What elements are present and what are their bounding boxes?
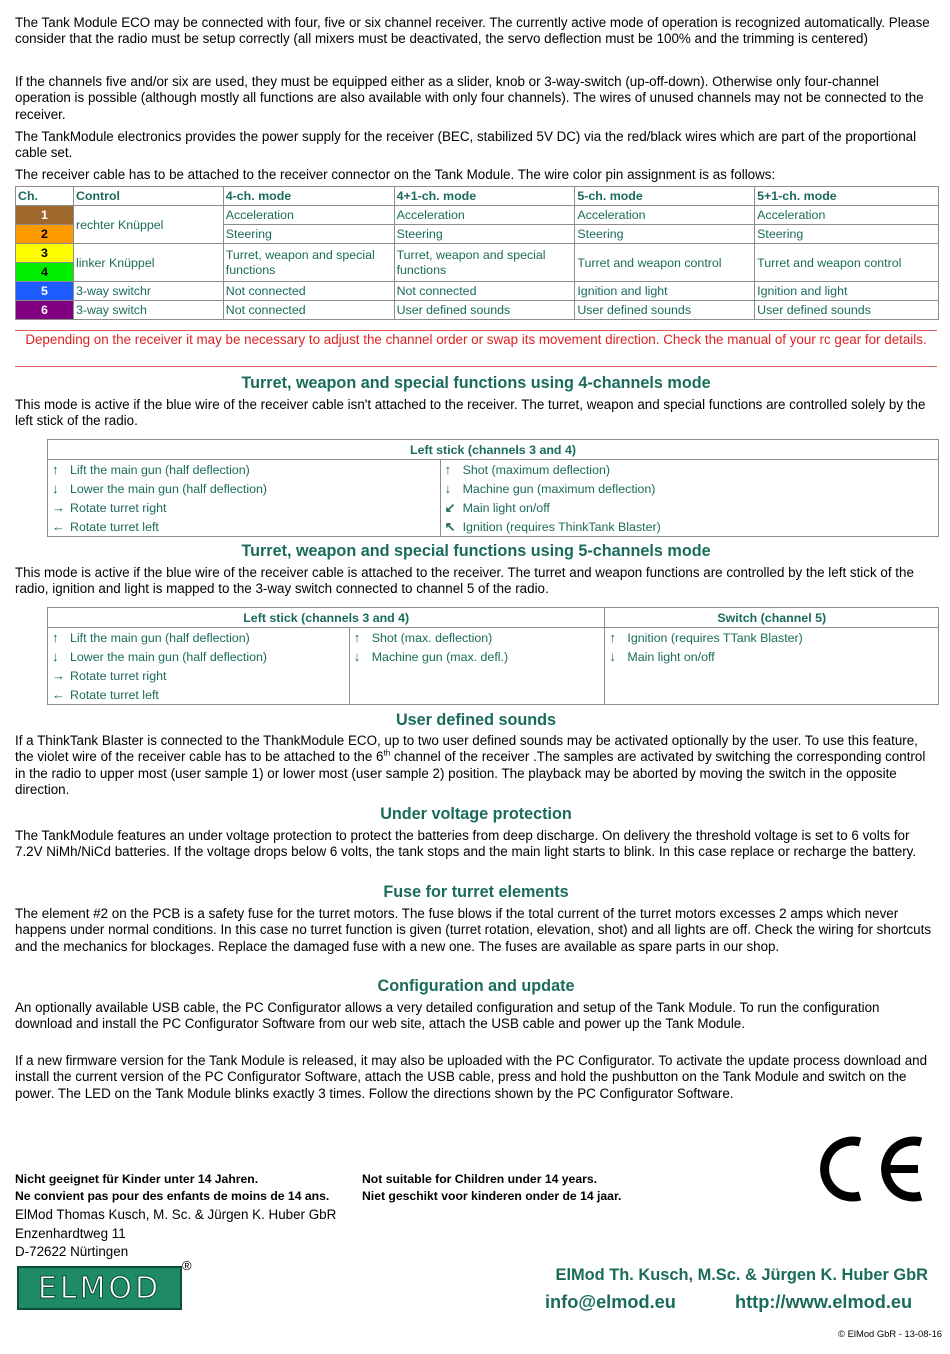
warning-en: Not suitable for Children under 14 years. xyxy=(362,1172,598,1186)
table-header-row xyxy=(16,187,939,206)
warning-de: Nicht geeignet für Kinder unter 14 Jahren. xyxy=(15,1172,259,1186)
section-text-uvp: The TankModule features an under voltage protection to protect the batteries from deep discharge. On delivery the threshold voltage is set to 6 volts for 7.2V NiMh/NiCd batteries. If the voltage drops below 6 volts, the tank stops and the main light starts to blink. In this case replace or recharge the battery. xyxy=(15,828,917,860)
cell: Steering xyxy=(223,225,394,244)
arrow-left-icon: ← xyxy=(52,519,65,534)
cell: Acceleration xyxy=(575,206,755,225)
intro-paragraph-3: The TankModule electronics provides the power supply for the receiver (BEC, stabilized 5V DC) via the red/black wires which are part of the proportional cable set. xyxy=(15,129,917,161)
arrow-up-icon: ↑ xyxy=(353,630,361,645)
cell: User defined sounds xyxy=(755,301,939,320)
arrow-right-icon: → xyxy=(52,668,65,683)
table-row xyxy=(16,206,939,225)
column-1 xyxy=(48,628,350,705)
section-title-5ch: Turret, weapon and special functions using 5-channels mode xyxy=(241,542,711,560)
registered-mark: ® xyxy=(182,1258,192,1273)
cell: Ignition and light xyxy=(755,282,939,301)
list-item xyxy=(445,517,934,536)
text-part: If a ThinkTank Blaster is connected to the ThankModule ECO, up to two user defined sounds may be activated optionally by the user. To use this feature, the violet wire of the receiver cable has to be attached to the 6 xyxy=(15,733,918,765)
item-label: Shot (maximum deflection) xyxy=(462,463,610,477)
table-header: Left stick (channels 3 and 4) xyxy=(48,440,939,460)
superscript: th xyxy=(383,748,391,758)
item-label: Shot (max. deflection) xyxy=(371,631,493,645)
item-label: Lift the main gun (half deflection) xyxy=(70,631,250,645)
function-table-4ch xyxy=(47,439,939,537)
list-item xyxy=(445,460,934,479)
arrow-up-icon: ↑ xyxy=(444,462,452,477)
pin-assignment-table xyxy=(15,186,939,320)
arrow-up-icon: ↑ xyxy=(52,630,59,645)
arrow-right-icon: → xyxy=(52,500,65,515)
arrow-down-left-icon: ↙ xyxy=(444,500,456,515)
section-text-4ch: This mode is active if the blue wire of the receiver cable isn't attached to the receiver. The turret, weapon and special functions are controlled solely by the left stick of the radio. xyxy=(15,397,926,429)
list-item xyxy=(354,647,601,666)
arrow-down-icon: ↓ xyxy=(52,481,59,496)
list-item xyxy=(445,498,934,517)
list-item xyxy=(52,479,436,498)
website-link[interactable]: http://www.elmod.eu xyxy=(735,1292,913,1312)
arrow-up-left-icon: ↖ xyxy=(444,519,456,534)
arrow-left-icon: ← xyxy=(52,687,65,702)
logo-text: ELMOD xyxy=(37,1270,162,1306)
intro-paragraph-1: The Tank Module ECO may be connected with four, five or six channel receiver. The currently active mode of operation is recognized automatically. Please consider that the radio must be setup correctly (all mixers must be deactivated, the servo deflection must be 100% and the trimming is centered) xyxy=(15,15,930,47)
section-title-4ch: Turret, weapon and special functions using 4-channels mode xyxy=(241,374,711,392)
item-label: Lower the main gun (half deflection) xyxy=(70,650,267,664)
list-item xyxy=(52,647,345,666)
address-block xyxy=(15,1206,336,1262)
cell: Turret, weapon and special functions xyxy=(394,244,575,282)
section-text-sounds xyxy=(15,733,937,798)
copyright-text: © ElMod GbR - 13-08-16 xyxy=(838,1328,942,1339)
wire-2: 2 xyxy=(16,225,74,244)
cell: Turret, weapon and special functions xyxy=(223,244,394,282)
arrow-down-icon: ↓ xyxy=(52,649,59,664)
wire-6: 6 xyxy=(16,301,74,320)
divider xyxy=(15,366,937,367)
ce-mark-icon xyxy=(810,1134,930,1204)
item-label: Ignition (requires TTank Blaster) xyxy=(627,631,803,645)
item-label: Ignition (requires ThinkTank Blaster) xyxy=(462,520,661,534)
elmod-logo xyxy=(17,1266,182,1310)
section-text-fuse: The element #2 on the PCB is a safety fuse for the turret motors. The fuse blows if the total current of the turret motors excesses 2 amps which never happens under normal conditions. In this case no turret function is given (turret rotation, elevation, shot) and all lights are off. Check the wiring for shortcuts and the mechanics for blockages. Replace the damaged fuse with a new one. The fuses are available as spare parts in our shop. xyxy=(15,906,932,954)
divider xyxy=(15,330,937,331)
cell: Acceleration xyxy=(755,206,939,225)
arrow-up-icon: ↑ xyxy=(52,462,59,477)
header-control: Control xyxy=(73,187,223,206)
section-text-5ch: This mode is active if the blue wire of the receiver cable is attached to the receiver. The turret and weapon functions are controlled by the left stick of the radio, ignition and light is mapped to the 3-way switch connected to channel 5 of the radio. xyxy=(15,565,914,597)
email-link[interactable]: info@elmod.eu xyxy=(545,1292,676,1312)
left-column xyxy=(48,460,441,537)
table-row xyxy=(16,301,939,320)
control-cell: linker Knüppel xyxy=(73,244,223,282)
cell: Not connected xyxy=(223,301,394,320)
function-table-5ch xyxy=(47,607,939,705)
cell: Turret and weapon control xyxy=(755,244,939,282)
table-row xyxy=(16,282,939,301)
column-2 xyxy=(349,628,605,705)
item-label: Rotate turret right xyxy=(70,501,167,515)
cell: Ignition and light xyxy=(575,282,755,301)
arrow-down-icon: ↓ xyxy=(353,649,361,664)
text-part: channel of the receiver .The samples are activated by switching the corresponding control in the radio to upper most (user sample 1) or lower most (user sample 2) position. The playback may be aborted by moving the switch in the opposite direction. xyxy=(15,749,926,797)
table-header-right: Switch (channel 5) xyxy=(605,608,939,628)
item-label: Rotate turret left xyxy=(70,520,159,534)
item-label: Main light on/off xyxy=(627,650,715,664)
section-title-sounds: User defined sounds xyxy=(395,711,557,729)
control-cell: rechter Knüppel xyxy=(73,206,223,244)
arrow-down-icon: ↓ xyxy=(609,649,616,664)
cell: User defined sounds xyxy=(575,301,755,320)
cell: User defined sounds xyxy=(394,301,575,320)
cell: Acceleration xyxy=(223,206,394,225)
wire-1: 1 xyxy=(16,206,74,225)
item-label: Machine gun (maximum deflection) xyxy=(462,482,656,496)
header-5plus1ch: 5+1-ch. mode xyxy=(755,187,939,206)
wire-4: 4 xyxy=(16,263,74,282)
control-cell: 3-way switchr xyxy=(73,282,223,301)
company-name: ElMod Th. Kusch, M.Sc. & Jürgen K. Huber GbR xyxy=(555,1266,928,1284)
cell: Acceleration xyxy=(394,206,575,225)
list-item xyxy=(52,460,436,479)
warning-nl: Niet geschikt voor kinderen onder de 14 jaar. xyxy=(362,1189,622,1203)
address-line: D-72622 Nürtingen xyxy=(15,1244,129,1259)
item-label: Main light on/off xyxy=(462,501,550,515)
list-item xyxy=(52,628,345,647)
header-4ch: 4-ch. mode xyxy=(223,187,394,206)
cell: Not connected xyxy=(223,282,394,301)
table-row xyxy=(16,244,939,263)
list-item xyxy=(52,666,345,685)
header-4plus1ch: 4+1-ch. mode xyxy=(394,187,575,206)
table-header-left: Left stick (channels 3 and 4) xyxy=(48,608,605,628)
list-item xyxy=(52,685,345,704)
wire-3: 3 xyxy=(16,244,74,263)
wire-5: 5 xyxy=(16,282,74,301)
column-3 xyxy=(605,628,939,705)
section-title-fuse: Fuse for turret elements xyxy=(383,883,569,901)
list-item xyxy=(609,647,934,666)
footer-warnings-right xyxy=(362,1171,621,1205)
section-text-config-2: If a new firmware version for the Tank Module is released, it may also be uploaded with the PC Configurator. To activate the update process download and install the current version of the PC Configurator Software, attach the USB cable, press and hold the pushbutton on the Tank Module and switch on the power. The LED on the Tank Module blinks exactly 3 times. Follow the directions shown by the PC Configurator Software. xyxy=(15,1053,928,1101)
address-line: Enzenhardtweg 11 xyxy=(15,1225,126,1241)
warning-fr: Ne convient pas pour des enfants de moins de 14 ans. xyxy=(15,1189,330,1203)
section-title-uvp: Under voltage protection xyxy=(380,805,572,823)
control-cell: 3-way switch xyxy=(73,301,223,320)
cell: Turret and weapon control xyxy=(575,244,755,282)
item-label: Lower the main gun (half deflection) xyxy=(70,482,267,496)
intro-paragraph-2: If the channels five and/or six are used, they must be equipped either as a slider, knob or 3-way-switch (up-off-down). Otherwise only four-channel operation is possible (although mostly all functions are also available with only four channels). The wires of unused channels may not be connected to the receiver. xyxy=(15,74,924,122)
cell: Steering xyxy=(755,225,939,244)
header-ch: Ch. xyxy=(16,187,74,206)
section-title-config: Configuration and update xyxy=(377,977,575,995)
section-text-config-1: An optionally available USB cable, the PC Configurator allows a very detailed configuration and setup of the Tank Module. To run the configuration download and install the PC Configurator Software from our web site, attach the USB cable and power up the Tank Module. xyxy=(15,1000,880,1032)
item-label: Machine gun (max. defl.) xyxy=(371,650,509,664)
right-column xyxy=(440,460,938,537)
cell: Steering xyxy=(394,225,575,244)
list-item xyxy=(52,517,436,536)
intro-paragraph-4: The receiver cable has to be attached to the receiver connector on the Tank Module. The wire color pin assignment is as follows: xyxy=(15,167,776,182)
list-item xyxy=(354,628,601,647)
footer-warnings-left xyxy=(15,1171,329,1205)
list-item xyxy=(609,628,934,647)
arrow-up-icon: ↑ xyxy=(609,630,616,645)
list-item xyxy=(445,479,934,498)
warning-text: Depending on the receiver it may be necessary to adjust the channel order or swap its movement direction. Check the manual of your rc gear for details. xyxy=(25,332,927,347)
header-5ch: 5-ch. mode xyxy=(575,187,755,206)
item-label: Rotate turret left xyxy=(70,688,159,702)
item-label: Rotate turret right xyxy=(70,669,167,683)
cell: Not connected xyxy=(394,282,575,301)
list-item xyxy=(52,498,436,517)
item-label: Lift the main gun (half deflection) xyxy=(70,463,250,477)
cell: Steering xyxy=(575,225,755,244)
address-line: ElMod Thomas Kusch, M. Sc. & Jürgen K. Huber GbR xyxy=(15,1207,337,1222)
arrow-down-icon: ↓ xyxy=(444,481,452,496)
